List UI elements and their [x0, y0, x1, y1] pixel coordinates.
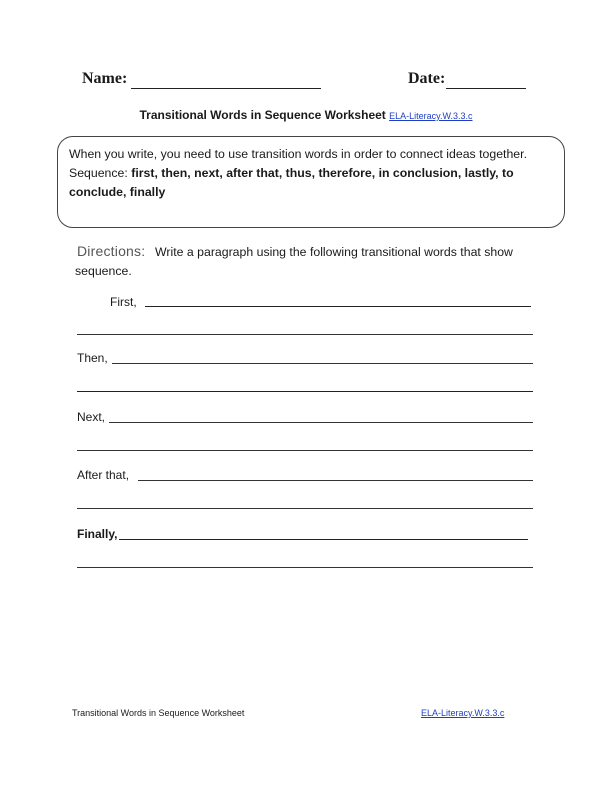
worksheet-title-text: Transitional Words in Sequence Worksheet: [139, 108, 386, 122]
directions-text-continued: sequence.: [75, 264, 132, 278]
footer-title: Transitional Words in Sequence Worksheet: [72, 708, 245, 718]
writing-line[interactable]: [109, 422, 533, 423]
worksheet-title: [0, 108, 612, 122]
intro-text: When you write, you need to use transition words in order to connect ideas together.: [69, 147, 527, 161]
intro-box: [57, 136, 565, 228]
prompt-label-first: First,: [110, 295, 137, 309]
directions-text: Write a paragraph using the following transitional words that show: [155, 245, 513, 259]
writing-line[interactable]: [145, 306, 531, 307]
standard-link[interactable]: ELA-Literacy.W.3.3.c: [389, 111, 473, 121]
date-label: Date:: [408, 70, 446, 87]
name-label: Name:: [82, 70, 128, 87]
sequence-line: [69, 164, 553, 202]
writing-line[interactable]: [77, 450, 533, 451]
footer-standard-link[interactable]: ELA-Literacy.W.3.3.c: [421, 708, 505, 718]
writing-line[interactable]: [77, 567, 533, 568]
prompt-label-then: Then,: [77, 351, 108, 365]
writing-line[interactable]: [112, 363, 533, 364]
writing-line[interactable]: [77, 508, 533, 509]
writing-line[interactable]: [119, 539, 528, 540]
prompt-label-finally: Finally,: [77, 527, 118, 541]
prompt-label-after-that: After that,: [77, 468, 130, 482]
directions-heading: Directions:: [77, 243, 146, 259]
date-field-line[interactable]: [446, 88, 526, 89]
writing-line[interactable]: [77, 334, 533, 335]
writing-line[interactable]: [138, 480, 533, 481]
prompt-label-next: Next,: [77, 410, 106, 424]
sequence-label: Sequence:: [69, 166, 128, 180]
name-field-line[interactable]: [131, 88, 321, 89]
sequence-words: first, then, next, after that, thus, therefore, in conclusion, lastly, to conclude, finally: [69, 166, 514, 199]
writing-line[interactable]: [77, 391, 533, 392]
